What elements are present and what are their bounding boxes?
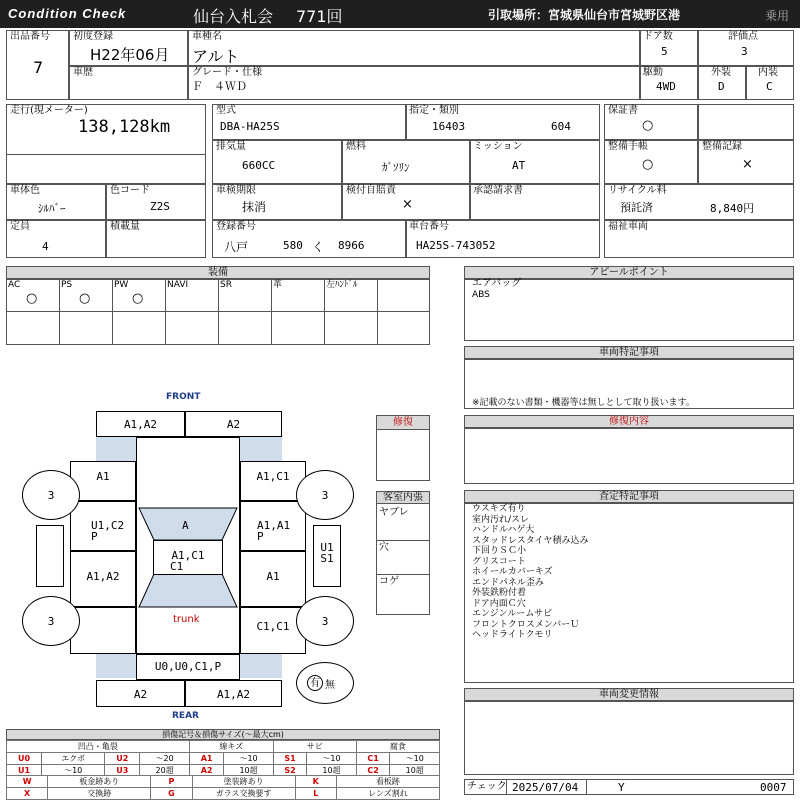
doors-value: 5 <box>661 45 668 58</box>
assessment-lines <box>472 504 589 641</box>
check-date: 2025/07/04 <box>512 781 579 794</box>
displacement-value: 660CC <box>242 159 276 172</box>
assessment-line: 下回りＳＣ小 <box>472 546 527 556</box>
rl-quarter <box>70 607 136 654</box>
service-value: × <box>742 157 753 172</box>
remarks-header: 車両特記事項 <box>464 346 794 359</box>
interior-label: 内装 <box>758 67 778 78</box>
interior-hole: 穴 <box>379 542 389 553</box>
designation-label: 指定・類別 <box>409 105 459 116</box>
equipment-label: 革 <box>273 280 283 290</box>
service-label: 整備記録 <box>702 141 742 152</box>
mileage-label: 走行(現メーター) <box>10 105 88 116</box>
insurance-label: 検付自賠責 <box>346 185 396 196</box>
legend-row-2: U1 ～10 U3 20超 A2 10超 S2 10超 C2 10超 <box>7 765 440 777</box>
interior-value: C <box>766 80 773 93</box>
hood-left: A1,A2 <box>96 411 185 437</box>
front-label: FRONT <box>166 392 201 402</box>
assessment-line: ヘッドライトクモリ <box>472 630 553 640</box>
check-label: チェック <box>467 781 507 792</box>
assessment-line: ホイールカバーキズ <box>472 567 553 577</box>
assessment-line: ハンドルハゲ大 <box>472 525 535 535</box>
first-reg-label: 初度登録 <box>73 31 113 42</box>
lot-number: 7 <box>33 58 44 77</box>
assessment-header: 査定特記事項 <box>464 490 794 503</box>
fl-door: U1,C2 P <box>70 501 136 551</box>
legend-row-3: W 板金跡あり P 塗装跡あり K 看板跡 <box>7 776 440 788</box>
chassis-value: HA25S-743052 <box>416 239 496 252</box>
rear-bumper-left: A2 <box>96 680 185 707</box>
grade-value: Ｆ ４ＷＤ <box>192 80 247 93</box>
exterior-label: 外装 <box>711 67 731 78</box>
equipment-header: 装備 <box>6 266 430 279</box>
assessment-line: ウスキズ有り <box>472 504 526 514</box>
car-name-label: 車種名 <box>192 31 222 42</box>
remarks-note: ※記載のない書類・機器等は無しとして取り扱います。 <box>472 398 695 408</box>
fr-door: A1,A1 P <box>240 501 306 551</box>
assessment-line: スタッドレスタイヤ積み込み <box>472 535 589 546</box>
assessment-line: 室内汚れ/スレ <box>472 514 530 525</box>
fr-fender: A1,C1 <box>240 461 306 501</box>
manual-label: 整備手帳 <box>608 141 648 152</box>
lot-number-label: 出品番号 <box>10 31 50 42</box>
car-name-value: アルト <box>192 47 240 66</box>
assessment-line: エンドパネル歪み <box>472 577 544 588</box>
equipment-label: SR <box>220 280 232 290</box>
capacity-label: 定員 <box>10 221 30 232</box>
hood-right: A2 <box>185 411 282 437</box>
rr-quarter: C1,C1 <box>240 607 306 654</box>
left-side-rail <box>36 525 64 587</box>
trunk-label: trunk <box>173 614 200 625</box>
legend-dent-header: 凹凸・亀裂 <box>7 741 190 753</box>
doors-label: ドア数 <box>643 31 673 42</box>
assessment-line: フロントクロスメンバーＵ <box>472 619 580 630</box>
fuel-label: 燃料 <box>346 141 366 152</box>
legend-table-2 <box>6 775 440 800</box>
legend-row-1: U0 エクボ U2 ～20 A1 ～10 S1 ～10 C1 ～10 <box>7 753 440 765</box>
drive-value: 4WD <box>656 80 676 93</box>
rear-bumper-right: A1,A2 <box>185 680 282 707</box>
color-code-label: 色コード <box>110 185 150 196</box>
equipment-label: PS <box>61 280 73 290</box>
model-label: 型式 <box>216 105 236 116</box>
plate-label: 登録番号 <box>216 221 256 232</box>
color-label: 車体色 <box>10 185 40 196</box>
equipment-label: PW <box>114 280 129 290</box>
legend-scratch-header: 線キズ <box>189 741 273 753</box>
classification-value: 604 <box>551 120 571 133</box>
check-mark: Y <box>618 781 625 794</box>
assessment-line: グリスコート <box>472 556 526 567</box>
assessment-line: エンジンルームサビ <box>472 609 553 619</box>
rear-panel: U0,U0,C1,P <box>136 654 240 680</box>
brand-title: Condition Check <box>8 6 127 21</box>
roof: A1,C1 C1 <box>153 540 223 575</box>
vehicle-category: 乗用 <box>765 9 790 23</box>
appeal-line-1: エアバッグ <box>472 278 522 289</box>
appeal-header: アピールポイント <box>464 266 794 279</box>
designation-value: 16403 <box>432 120 466 133</box>
load-label: 積載量 <box>110 221 140 232</box>
recycle-status: 預託済 <box>620 201 653 214</box>
inspection-label: 車検期限 <box>216 185 256 196</box>
windshield-label: A <box>182 519 189 532</box>
tire-rear-right: 3 <box>296 596 354 646</box>
auction-session: 771回 <box>296 7 343 26</box>
insurance-value: × <box>402 197 413 212</box>
legend-table <box>6 740 440 777</box>
rr-door: A1 <box>240 551 306 607</box>
legend-title: 損傷記号＆損傷サイズ(～最大cm) <box>6 729 440 740</box>
auction-name: 仙台入札会 <box>193 7 274 26</box>
welfare-label: 福祉車両 <box>608 221 648 232</box>
recycle-fee: 8,840円 <box>710 202 755 215</box>
equipment-label: AC <box>8 280 21 290</box>
warranty-spare-box <box>698 104 794 140</box>
legend-corrosion-header: 腐食 <box>356 741 439 753</box>
fl-glass <box>96 437 136 461</box>
assessment-line: ドア内面Ｃ穴 <box>472 598 526 609</box>
changes-header: 車両変更情報 <box>464 688 794 701</box>
model-value: DBA-HA25S <box>220 120 280 133</box>
car-name-box <box>188 30 640 66</box>
mileage-box <box>6 104 206 184</box>
capacity-value: 4 <box>42 240 49 253</box>
chassis-label: 車台番号 <box>409 221 449 232</box>
plate-class: 580 <box>283 239 303 252</box>
appeal-line-2: ABS <box>472 290 490 300</box>
tire-rear-left: 3 <box>22 596 80 646</box>
transmission-label: ミッション <box>473 141 523 152</box>
spare-tire <box>296 662 354 704</box>
equipment-value: ○ <box>26 291 38 306</box>
rr-glass <box>240 654 282 678</box>
plate-area: 八戸 <box>224 240 249 254</box>
color-code-value: Z2S <box>150 200 170 213</box>
equipment-label: 左ﾊﾝﾄﾞﾙ <box>326 280 358 290</box>
score-label: 評価点 <box>728 31 758 42</box>
tire-front-left: 3 <box>22 470 80 520</box>
color-value: ｼﾙﾊﾞｰ <box>38 202 66 215</box>
history-label: 車歴 <box>73 67 93 78</box>
plate-kana: く <box>312 240 325 254</box>
manual-value: ○ <box>642 157 654 172</box>
right-side-rail: U1 S1 <box>313 525 341 587</box>
transmission-value: AT <box>512 159 526 172</box>
inspection-value: 抹消 <box>242 200 267 214</box>
rl-door: A1,A2 <box>70 551 136 607</box>
legend-rust-header: サビ <box>273 741 356 753</box>
legend-row-4: X 交換跡 G ガラス交換要す L レンズ割れ <box>7 788 440 800</box>
fr-glass <box>240 437 282 461</box>
interior-burn: コゲ <box>379 576 399 587</box>
fl-fender: A1 <box>70 461 136 501</box>
recycle-label: リサイクル料 <box>608 185 667 196</box>
interior-damage-title: 客室内張 <box>376 491 430 504</box>
changes-box <box>464 701 794 775</box>
assessment-line: 外装鉄粉付着 <box>472 588 527 598</box>
rear-label: REAR <box>172 711 199 721</box>
approval-label: 承認請求書 <box>473 185 523 196</box>
rl-glass <box>96 654 136 678</box>
equipment-value: ○ <box>79 291 91 306</box>
interior-tear: ヤブレ <box>379 507 409 518</box>
equipment-label: NAVI <box>167 280 189 290</box>
plate-number: 8966 <box>338 239 365 252</box>
exterior-value: D <box>718 80 725 93</box>
mileage-value: 138,128km <box>78 117 171 137</box>
warranty-label: 保証書 <box>608 105 638 116</box>
displacement-label: 排気量 <box>216 141 246 152</box>
first-reg-value: H22年06月 <box>90 46 170 64</box>
warranty-value: ○ <box>642 118 654 133</box>
tire-front-right: 3 <box>296 470 354 520</box>
fuel-value: ｶﾞｿﾘﾝ <box>382 161 410 174</box>
spare-no: 無 <box>325 679 335 691</box>
drive-label: 駆動 <box>643 67 663 78</box>
pickup-location: 引取場所：宮城県仙台市宮城野区港 <box>488 8 681 22</box>
grade-label: グレード・仕様 <box>192 67 262 78</box>
repair-content-header: 修復内容 <box>464 415 794 428</box>
equipment-value: ○ <box>132 291 144 306</box>
check-code: 0007 <box>760 781 787 794</box>
repair-content-box <box>464 428 794 484</box>
repair-label: 修復 <box>376 415 430 430</box>
score-value: 3 <box>741 45 748 58</box>
spare-yes: 有 <box>307 675 323 691</box>
